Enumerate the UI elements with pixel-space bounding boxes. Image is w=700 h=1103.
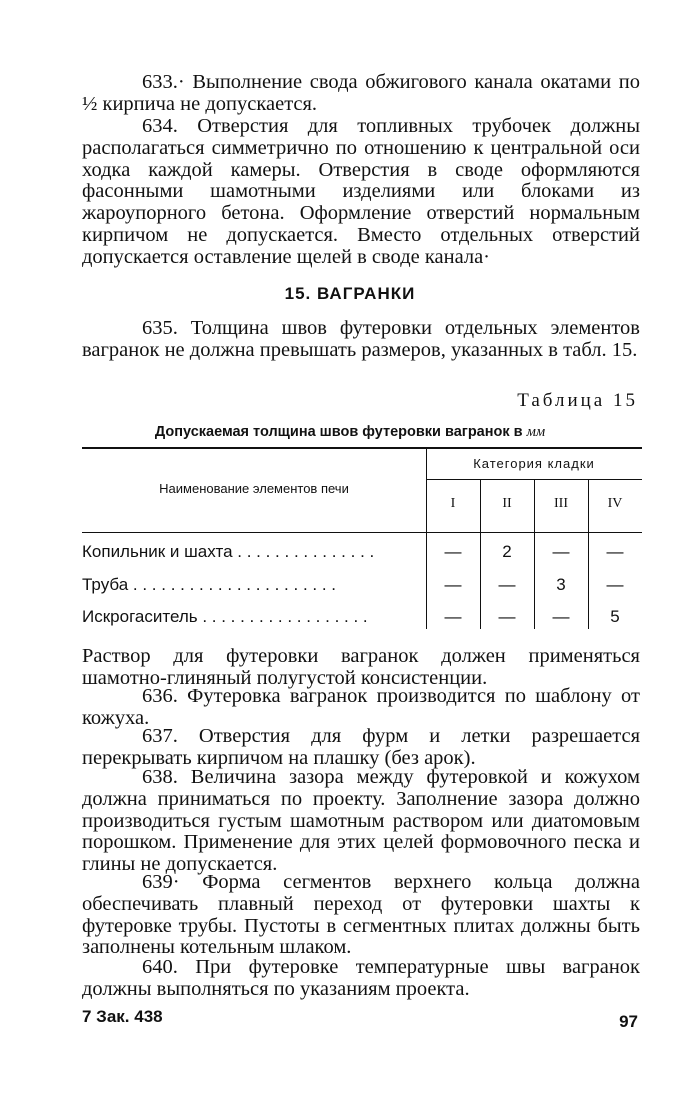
table-caption: [0, 424, 700, 441]
row-value: —: [606, 575, 624, 594]
table-top-rule: [82, 447, 642, 449]
paragraph-635: 635. Толщина швов футеровки отдельных элементов вагранок не должна превышать размеров, указанных в табл. 15.: [82, 317, 640, 361]
row-value: 5: [610, 607, 620, 626]
paragraph-640: 640. При футеровке температурные швы вагранок должны выполняться по указаниям проекта.: [82, 956, 640, 1000]
paragraph-639: 639· Форма сегментов верхнего кольца должна обеспечивать плавный переход от футеровки шахты к футеровке трубы. Пустоты в сегментных плитах должны быть заполнены котельным шлаком.: [82, 871, 640, 959]
table-label: Таблица 15: [517, 390, 638, 411]
row-name: Копильник и шахта . . . . . . . . . . . . . . .: [82, 542, 375, 561]
page-number: 97: [619, 1012, 638, 1031]
category-header: Категория кладки: [473, 456, 595, 471]
paragraph-633: 633.· Выполнение свода обжигового канала окатами по ½ кирпича не допускается.: [82, 71, 640, 115]
row-value: —: [444, 607, 462, 626]
paragraph-634: 634. Отверстия для топливных трубочек должны располагаться симметрично по отношению к центральной оси ходка каждой камеры. Отверстия в своде оформляются фасонными шамотными изделиями или блоками из жароупорного бетона. Оформление отверстий нормальным кирпичом не допускается. Вместо отдельных отверстий допускается оставление щелей в своде канала·: [82, 115, 640, 268]
column-rule: [534, 480, 535, 629]
row-value: —: [552, 542, 570, 561]
row-value: —: [498, 607, 516, 626]
row-value: —: [498, 575, 516, 594]
paragraph-637: 637. Отверстия для фурм и летки разрешается перекрывать кирпичом на плашку (без арок).: [82, 725, 640, 769]
name-column-header: Наименование элементов печи: [159, 481, 349, 496]
row-value: —: [444, 575, 462, 594]
row-value: —: [606, 542, 624, 561]
category-label: I: [450, 496, 456, 511]
column-rule: [426, 449, 427, 629]
column-rule: [480, 480, 481, 629]
paragraph-mortar: Раствор для футеровки вагранок должен применяться шамотно-глиняный полугустой консистенции.: [82, 645, 640, 689]
footer-order-mark: 7 Зак. 438: [82, 1007, 163, 1026]
row-value: —: [552, 607, 570, 626]
table-caption-unit: мм: [526, 424, 546, 440]
section-title: 15. ВАГРАНКИ: [284, 284, 416, 303]
row-name: Искрогаситель . . . . . . . . . . . . . . . . . .: [82, 607, 368, 626]
column-rule: [588, 480, 589, 629]
row-name: Труба . . . . . . . . . . . . . . . . . . . . . .: [82, 575, 337, 594]
row-value: —: [444, 542, 462, 561]
category-label: II: [502, 496, 512, 511]
paragraph-638: 638. Величина зазора между футеровкой и кожухом должна приниматься по проекту. Заполнение зазора должно производиться густым шамотным раствором или диатомовым порошком. Применение для этих целей формовочного песка и глины не допускается.: [82, 766, 640, 876]
row-value: 2: [502, 542, 512, 561]
table-header-rule: [82, 532, 642, 533]
category-label: IV: [607, 496, 623, 511]
paragraph-636: 636. Футеровка вагранок производится по шаблону от кожуха.: [82, 685, 640, 729]
category-label: III: [554, 496, 568, 511]
table-caption-text: Допускаемая толщина швов футеровки вагранок в: [154, 424, 523, 440]
row-value: 3: [556, 575, 566, 594]
